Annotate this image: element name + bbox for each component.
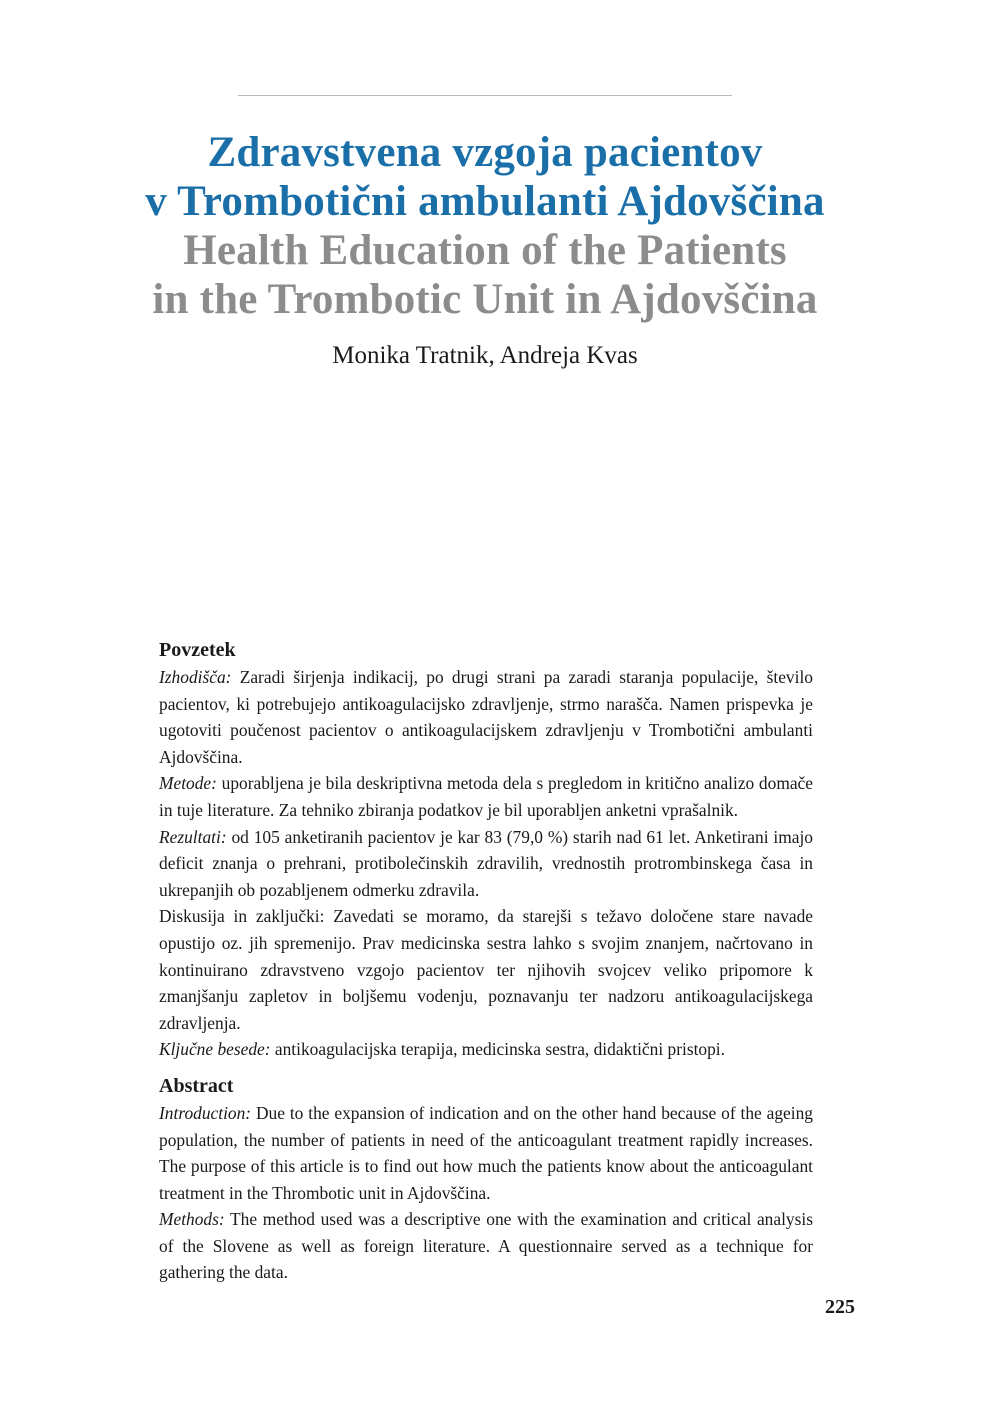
body-text (159, 637, 813, 1286)
povzetek-paragraph-discussion (159, 903, 813, 1036)
paragraph-text: Diskusija in zaključki: Zavedati se moramo, da starejši s težavo določene stare navade opustijo oz. jih spremenijo. Prav medicinska sestra lahko s svojim znanjem, načrtovano in kontinuirano zdravstveno vzgojo pacientov ter njihovih svojcev veliko pripomore k zmanjšanju zapletov in boljšemu vodenju, poznavanju ter nadzoru antikoagulacijskega zdravljenja. (159, 906, 813, 1033)
title-english-line-2: in the Trombotic Unit in Ajdovščina (152, 276, 818, 323)
abstract-heading: Abstract (159, 1074, 234, 1097)
abstract-paragraph-introduction (159, 1100, 813, 1206)
authors: Monika Tratnik, Andreja Kvas (332, 342, 638, 369)
paragraph-text: The method used was a descriptive one with the examination and critical analysis of the Slovene as well as foreign literature. A questionnaire served as a technique for gathering the data. (159, 1209, 813, 1283)
title-block (0, 128, 970, 371)
top-rule (238, 95, 732, 96)
paragraph-text: uporabljena je bila deskriptivna metoda dela s pregledom in kritično analizo domače in tuje literature. Za tehniko zbiranja podatkov je bil uporabljen anketni vprašalnik. (159, 773, 813, 820)
paragraph-lead: Izhodišča: (159, 667, 232, 687)
paragraph-text: Zaradi širjenja indikacij, po drugi strani pa zaradi staranja populacije, število pacientov, ki potrebujejo antikoagulacijsko zdravljenje, strmo narašča. Namen prispevka je ugotoviti poučenost pacientov o antikoagulacijskem zdravljenju v Trombotični ambulanti Ajdovščina. (159, 667, 813, 767)
povzetek-paragraph-keywords (159, 1036, 813, 1063)
paragraph-lead: Introduction: (159, 1102, 252, 1123)
title-slovene-line-1: Zdravstvena vzgoja pacientov (207, 129, 763, 176)
paragraph-text: antikoagulacijska terapija, medicinska sestra, didaktični pristopi. (270, 1039, 725, 1060)
abstract-paragraph-methods (159, 1206, 813, 1286)
title-english-line-1: Health Education of the Patients (183, 227, 787, 274)
paragraph-text: Due to the expansion of indication and on the other hand because of the ageing population, the number of patients in need of the anticoagulant treatment rapidly increases. The purpose of this article is to find out how much the patients know about the anticoagulant treatment in the Thrombotic unit in Ajdovščina. (159, 1102, 813, 1203)
povzetek-paragraph-methods (159, 770, 813, 823)
page-number: 225 (825, 1296, 855, 1318)
title-slovene-line-2: v Trombotični ambulanti Ajdovščina (145, 178, 825, 225)
povzetek-heading: Povzetek (159, 639, 236, 661)
povzetek-paragraph-background (159, 664, 813, 770)
paragraph-text: od 105 anketiranih pacientov je kar 83 (79,0 %) starih nad 61 let. Anketirani imajo deficit znanja o prehrani, protibolečinskih zdravilih, vrednostih protrombinskega časa in ukrepanjih ob pozabljenem odmerku zdravila. (159, 826, 813, 900)
paragraph-lead: Methods: (159, 1209, 225, 1230)
paragraph-lead: Rezultati: (159, 826, 227, 847)
povzetek-paragraph-results (159, 824, 813, 904)
paragraph-lead: Ključne besede: (159, 1039, 271, 1060)
paragraph-lead: Metode: (159, 773, 217, 794)
